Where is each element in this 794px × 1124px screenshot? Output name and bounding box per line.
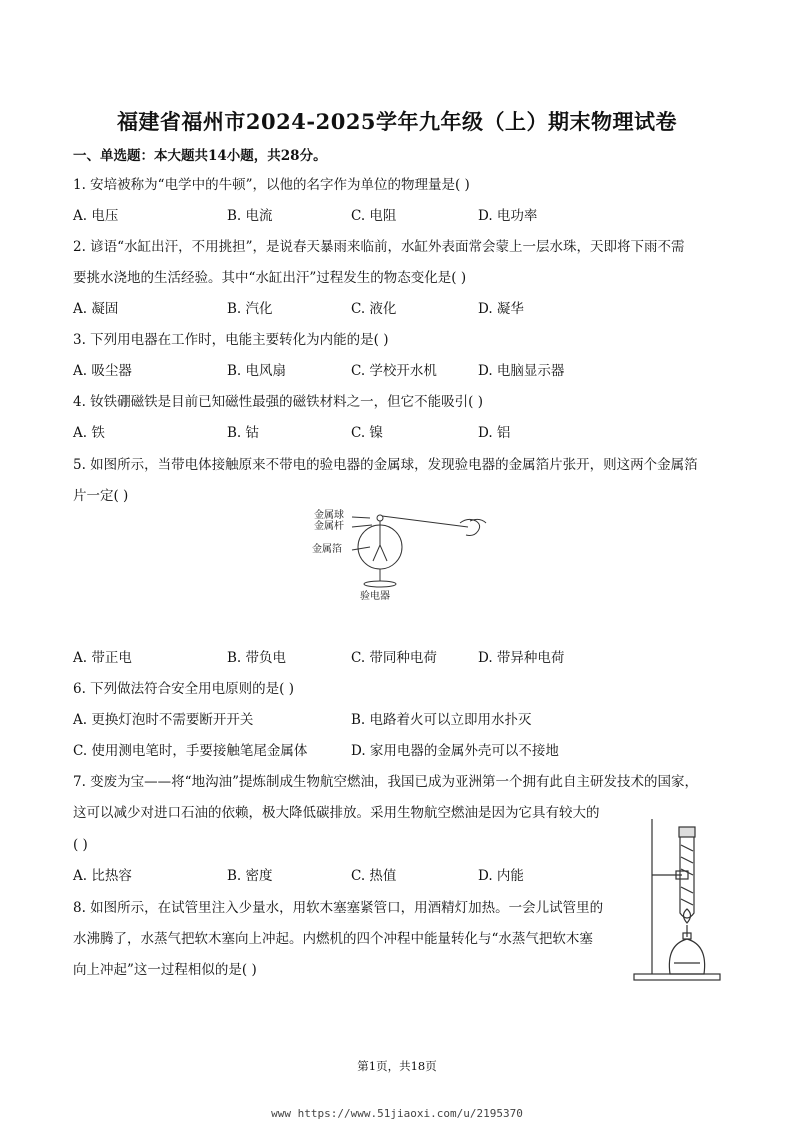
question-5-stem-line2: 片一定( )	[73, 488, 129, 504]
q5-option-a: A. 带正电	[73, 650, 132, 666]
question-8-stem-line3: 向上冲起”这一过程相似的是( )	[73, 962, 257, 978]
question-2-stem-line1: 2. 谚语“水缸出汗，不用挑担”，是说春天暴雨来临前，水缸外表面常会蒙上一层水珠，天即将下雨不需	[73, 239, 685, 255]
q5-option-b: B. 带负电	[227, 650, 287, 666]
label-metal-rod: 金属杆	[314, 521, 344, 532]
question-6-stem: 6. 下列做法符合安全用电原则的是( )	[73, 681, 294, 697]
page-footer: 第1页，共18页	[357, 1059, 437, 1073]
q3-option-b: B. 电风扇	[227, 363, 287, 379]
electroscope-figure	[300, 505, 500, 605]
figure-caption: 验电器	[360, 591, 390, 602]
q5-option-c: C. 带同种电荷	[351, 650, 437, 666]
q6-option-d: D. 家用电器的金属外壳可以不接地	[351, 743, 559, 759]
q3-option-d: D. 电脑显示器	[478, 363, 565, 379]
exam-title: 福建省福州市2024-2025学年九年级（上）期末物理试卷	[116, 109, 678, 134]
question-1-stem: 1. 安培被称为“电学中的牛顿”，以他的名字作为单位的物理量是( )	[73, 177, 470, 193]
label-metal-foil: 金属箔	[312, 544, 342, 555]
q6-option-c: C. 使用测电笔时，手要接触笔尾金属体	[73, 743, 308, 759]
q4-option-a: A. 铁	[73, 425, 105, 441]
test-tube-apparatus-figure	[630, 815, 724, 983]
q6-option-a: A. 更换灯泡时不需要断开开关	[73, 712, 254, 728]
q5-option-d: D. 带异种电荷	[478, 650, 565, 666]
question-4-stem: 4. 钕铁硼磁铁是目前已知磁性最强的磁铁材料之一，但它不能吸引( )	[73, 394, 483, 410]
question-7-stem-line2: 这可以减少对进口石油的依赖，极大降低碳排放。采用生物航空燃油是因为它具有较大的	[73, 805, 600, 821]
question-7-stem-line1: 7. 变废为宝——将“地沟油”提炼制成生物航空燃油，我国已成为亚洲第一个拥有此自主研发技术的国家，	[73, 774, 698, 790]
q1-option-c: C. 电阻	[351, 208, 397, 224]
question-2-stem-line2: 要挑水浇地的生活经验。其中“水缸出汗”过程发生的物态变化是( )	[73, 270, 467, 286]
q7-option-d: D. 内能	[478, 868, 524, 884]
question-5-stem-line1: 5. 如图所示，当带电体接触原来不带电的验电器的金属球，发现验电器的金属箔片张开，则这两个金属箔	[73, 457, 698, 473]
q2-option-d: D. 凝华	[478, 301, 524, 317]
source-watermark: www https://www.51jiaoxi.com/u/2195370	[271, 1107, 523, 1120]
q1-option-b: B. 电流	[227, 208, 273, 224]
q7-option-c: C. 热值	[351, 868, 397, 884]
q4-option-d: D. 铝	[478, 425, 511, 441]
label-metal-ball: 金属球	[314, 510, 344, 521]
q1-option-a: A. 电压	[73, 208, 119, 224]
q2-option-a: A. 凝固	[73, 301, 119, 317]
q1-option-d: D. 电功率	[478, 208, 538, 224]
q4-option-c: C. 镍	[351, 425, 383, 441]
q3-option-c: C. 学校开水机	[351, 363, 437, 379]
q7-option-b: B. 密度	[227, 868, 273, 884]
q3-option-a: A. 吸尘器	[73, 363, 132, 379]
test-tube-heating-illustration	[630, 815, 724, 983]
q6-option-b: B. 电路着火可以立即用水扑灭	[351, 712, 532, 728]
question-8-stem-line1: 8. 如图所示，在试管里注入少量水，用软木塞塞紧管口，用酒精灯加热。一会儿试管里的	[73, 900, 604, 916]
question-3-stem: 3. 下列用电器在工作时，电能主要转化为内能的是( )	[73, 332, 389, 348]
q7-option-a: A. 比热容	[73, 868, 132, 884]
q4-option-b: B. 钴	[227, 425, 260, 441]
q2-option-b: B. 汽化	[227, 301, 273, 317]
section-heading: 一、单选题：本大题共14小题，共28分。	[73, 148, 327, 164]
question-8-stem-line2: 水沸腾了，水蒸气把软木塞向上冲起。内燃机的四个冲程中能量转化与“水蒸气把软木塞	[73, 931, 593, 947]
question-7-stem-line3: ( )	[73, 837, 88, 853]
q2-option-c: C. 液化	[351, 301, 397, 317]
